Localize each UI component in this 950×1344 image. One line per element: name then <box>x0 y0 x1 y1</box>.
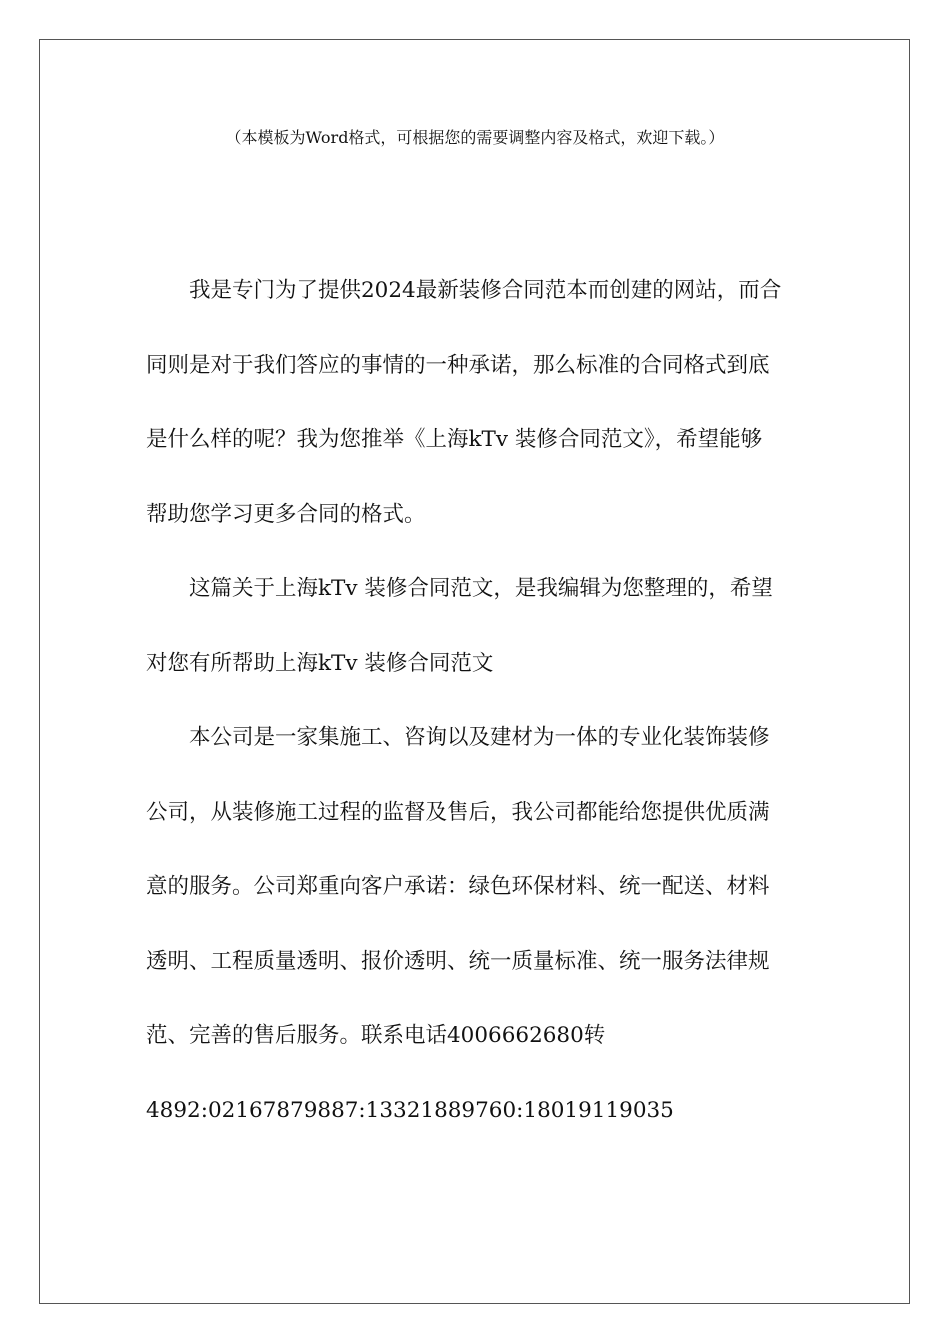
paragraph-3-line-3: 意的服务。公司郑重向客户承诺：绿色环保材料、统一配送、材料 <box>146 874 770 899</box>
paragraph-3-line-5: 范、完善的售后服务。联系电话4006662680转 <box>146 1023 606 1048</box>
paragraph-3-line-1: 本公司是一家集施工、咨询以及建材为一体的专业化装饰装修 <box>189 725 770 750</box>
paragraph-1-line-2: 同则是对于我们答应的事情的一种承诺，那么标准的合同格式到底 <box>146 353 770 378</box>
paragraph-2-line-1: 这篇关于上海kTv 装修合同范文，是我编辑为您整理的，希望 <box>189 576 773 601</box>
paragraph-3-line-2: 公司，从装修施工过程的监督及售后，我公司都能给您提供优质满 <box>146 800 770 825</box>
template-note: （本模板为Word格式，可根据您的需要调整内容及格式，欢迎下载。） <box>225 128 725 147</box>
paragraph-2-line-2: 对您有所帮助上海kTv 装修合同范文 <box>146 651 494 676</box>
paragraph-3-line-4: 透明、工程质量透明、报价透明、统一质量标准、统一服务法律规 <box>146 949 770 974</box>
paragraph-3-line-6: 4892:02167879887:13321889760:18019119035 <box>146 1098 674 1123</box>
paragraph-1-line-1: 我是专门为了提供2024最新装修合同范本而创建的网站，而合 <box>189 278 782 303</box>
paragraph-1-line-3: 是什么样的呢？我为您推举《上海kTv 装修合同范文》，希望能够 <box>146 427 763 452</box>
paragraph-1-line-4: 帮助您学习更多合同的格式。 <box>146 502 426 527</box>
